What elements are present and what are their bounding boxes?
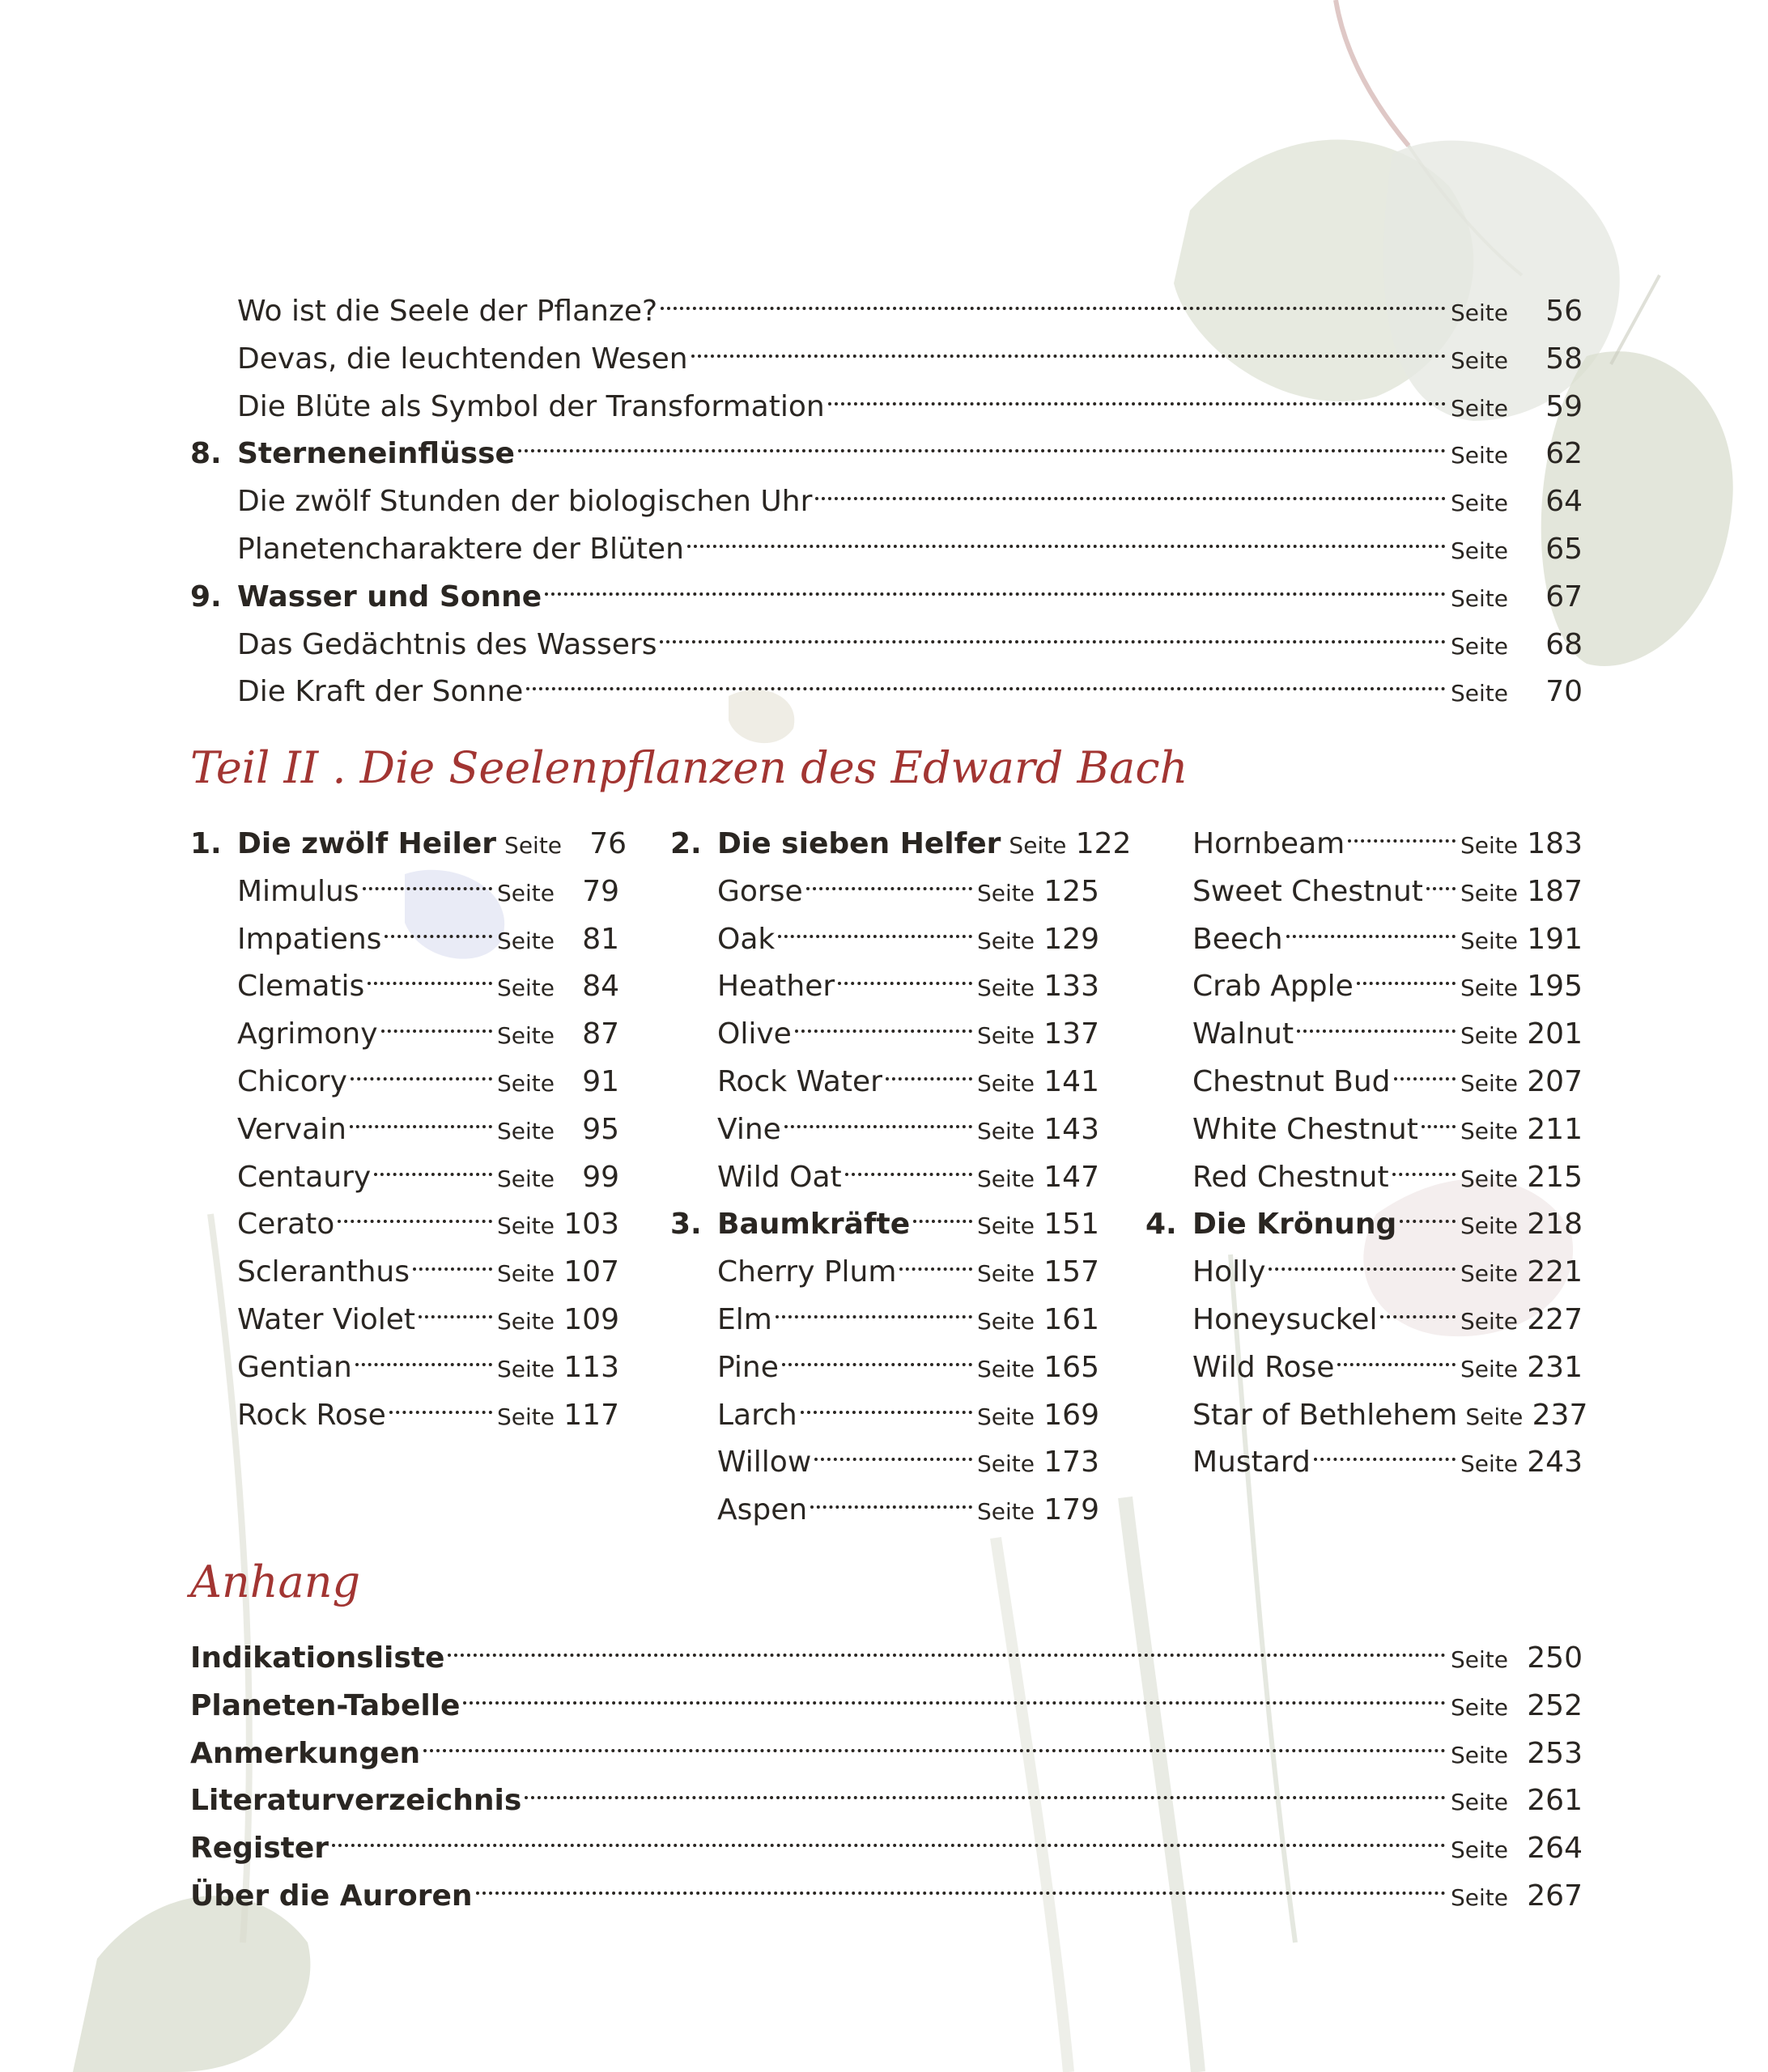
entry-title: Cherry Plum — [717, 1255, 897, 1289]
dot-leader — [1286, 905, 1456, 949]
seite-label: Seite — [497, 1212, 555, 1240]
entry-title: Aspen — [717, 1493, 808, 1527]
dot-leader — [338, 1190, 492, 1233]
toc-entry[interactable] — [670, 1333, 1099, 1384]
entry-title: Gentian — [237, 1350, 352, 1384]
toc-entry[interactable] — [190, 809, 627, 860]
toc-entry[interactable] — [190, 515, 1583, 566]
dot-leader — [332, 1814, 1446, 1858]
seite-label: Seite — [1460, 1165, 1518, 1192]
seite-label: Seite — [977, 927, 1035, 954]
page-number: 113 — [563, 1350, 619, 1384]
seite-label: Seite — [497, 1070, 555, 1097]
entry-title: Larch — [717, 1398, 797, 1432]
entry-title: Water Violet — [237, 1303, 415, 1336]
teil2-heading: Teil II . Die Seelenpflanzen des Edward Bach — [190, 742, 1188, 793]
page-number: 117 — [563, 1398, 619, 1432]
toc-entry[interactable] — [190, 1095, 619, 1146]
entry-title: Holly — [1192, 1255, 1266, 1289]
seite-label: Seite — [1460, 879, 1518, 906]
entry-title: Impatiens — [237, 922, 382, 956]
dot-leader — [776, 1285, 972, 1329]
seite-label: Seite — [1451, 1693, 1508, 1721]
dot-leader — [660, 610, 1446, 654]
seite-label: Seite — [1451, 632, 1508, 660]
toc-entry[interactable] — [1145, 952, 1583, 1004]
page-number: 211 — [1527, 1112, 1583, 1146]
page-number: 129 — [1043, 922, 1099, 956]
toc-entry[interactable] — [190, 563, 1583, 614]
dot-leader — [374, 1143, 492, 1187]
entry-number: 9. — [190, 580, 222, 614]
toc-entry[interactable] — [190, 372, 1583, 423]
toc-entry[interactable] — [190, 1671, 1583, 1722]
seite-label: Seite — [977, 1403, 1035, 1430]
page-number: 187 — [1527, 874, 1583, 908]
seite-label: Seite — [977, 1165, 1035, 1192]
entry-title: Chestnut Bud — [1192, 1065, 1391, 1098]
seite-label: Seite — [1460, 1070, 1518, 1097]
entry-title: Centaury — [237, 1160, 372, 1194]
dot-leader — [1314, 1428, 1456, 1471]
toc-entry[interactable] — [190, 1381, 619, 1432]
entry-title: Die sieben Helfer — [717, 827, 1001, 860]
toc-entry[interactable] — [1145, 1333, 1583, 1384]
seite-label: Seite — [1460, 1212, 1518, 1240]
toc-entry[interactable] — [670, 1475, 1099, 1527]
toc-entry[interactable] — [670, 1095, 1099, 1146]
page-number: 195 — [1527, 970, 1583, 1004]
seite-label: Seite — [1451, 1884, 1508, 1911]
page-number: 250 — [1527, 1641, 1583, 1675]
page-number: 157 — [1043, 1255, 1099, 1289]
toc-entry[interactable] — [190, 1047, 619, 1098]
seite-label: Seite — [977, 974, 1035, 1002]
entry-title: Olive — [717, 1017, 792, 1051]
page-number: 76 — [589, 827, 627, 860]
toc-entry[interactable] — [190, 1238, 619, 1289]
entry-title: Red Chestnut — [1192, 1160, 1389, 1194]
page-number: 143 — [1043, 1112, 1099, 1146]
page-number: 103 — [563, 1208, 619, 1242]
toc-entry[interactable] — [670, 1047, 1099, 1098]
seite-label: Seite — [1460, 1260, 1518, 1288]
entry-title: Wasser und Sonne — [237, 580, 542, 614]
entry-number: 8. — [190, 437, 222, 471]
seite-label: Seite — [497, 1117, 555, 1144]
page-number: 147 — [1043, 1160, 1099, 1194]
entry-title: Die Kraft der Sonne — [237, 675, 524, 709]
entry-title: Rock Water — [717, 1065, 882, 1098]
page-number: 179 — [1043, 1493, 1099, 1527]
page-number: 56 — [1545, 295, 1583, 328]
entry-title: Gorse — [717, 874, 803, 908]
dot-leader — [419, 1285, 492, 1329]
toc-entry[interactable] — [1145, 857, 1583, 908]
entry-title: White Chestnut — [1192, 1112, 1418, 1146]
toc-entry[interactable] — [670, 1428, 1099, 1480]
page-number: 252 — [1527, 1688, 1583, 1722]
dot-leader — [526, 657, 1446, 701]
page-number: 133 — [1043, 970, 1099, 1004]
dot-leader — [1426, 857, 1456, 901]
entry-title: Star of Bethlehem — [1192, 1398, 1458, 1432]
toc-entry[interactable] — [190, 1719, 1583, 1770]
page-number: 253 — [1527, 1736, 1583, 1770]
seite-label: Seite — [977, 1070, 1035, 1097]
entry-title: Vervain — [237, 1112, 346, 1146]
entry-title: Devas, die leuchtenden Wesen — [237, 342, 688, 376]
seite-label: Seite — [1460, 1022, 1518, 1050]
dot-leader — [1357, 952, 1456, 996]
page-number: 87 — [582, 1017, 619, 1051]
dot-leader — [389, 1381, 492, 1424]
page-number: 207 — [1527, 1065, 1583, 1098]
toc-entry[interactable] — [1145, 1095, 1583, 1146]
entry-title: Vine — [717, 1112, 781, 1146]
seite-label: Seite — [1460, 1308, 1518, 1335]
toc-entry[interactable] — [670, 857, 1099, 908]
dot-leader — [691, 325, 1446, 368]
seite-label: Seite — [1451, 442, 1508, 469]
page-number: 79 — [582, 874, 619, 908]
seite-label: Seite — [497, 1022, 555, 1050]
page-number: 221 — [1527, 1255, 1583, 1289]
page-number: 237 — [1532, 1398, 1588, 1432]
dot-leader — [810, 1475, 972, 1519]
dot-leader — [476, 1862, 1446, 1905]
page-number: 161 — [1043, 1303, 1099, 1336]
entry-title: Das Gedächtnis des Wassers — [237, 627, 657, 661]
seite-label: Seite — [497, 1355, 555, 1382]
dot-leader — [381, 1000, 493, 1043]
dot-leader — [1297, 1000, 1456, 1043]
page-number: 243 — [1527, 1446, 1583, 1480]
entry-title: Wo ist die Seele der Pflanze? — [237, 295, 658, 328]
entry-title: Honeysuckel — [1192, 1303, 1378, 1336]
toc-entry[interactable] — [190, 952, 619, 1004]
seite-label: Seite — [1460, 832, 1518, 859]
dot-leader — [1394, 1047, 1456, 1091]
page-number: 201 — [1527, 1017, 1583, 1051]
page-number: 137 — [1043, 1017, 1099, 1051]
dot-leader — [525, 1766, 1446, 1810]
dot-leader — [784, 1095, 972, 1139]
entry-title: Willow — [717, 1446, 812, 1480]
seite-label: Seite — [1451, 1741, 1508, 1768]
toc-entry[interactable] — [190, 325, 1583, 376]
dot-leader — [814, 1428, 972, 1471]
seite-label: Seite — [1451, 537, 1508, 564]
dot-leader — [1269, 1238, 1456, 1281]
entry-title: Planetencharaktere der Blüten — [237, 533, 684, 566]
entry-title: Walnut — [1192, 1017, 1294, 1051]
seite-label: Seite — [977, 879, 1035, 906]
page-number: 68 — [1545, 627, 1583, 661]
entry-title: Beech — [1192, 922, 1283, 956]
seite-label: Seite — [497, 927, 555, 954]
toc-entry[interactable] — [190, 857, 619, 908]
toc-entry[interactable] — [1145, 1143, 1583, 1194]
seite-label: Seite — [1451, 1836, 1508, 1864]
page-number: 227 — [1527, 1303, 1583, 1336]
page-number: 91 — [582, 1065, 619, 1098]
seite-label: Seite — [1451, 299, 1508, 326]
entry-title: Mustard — [1192, 1446, 1311, 1480]
toc-entry[interactable] — [190, 1190, 619, 1242]
dot-leader — [1337, 1333, 1456, 1377]
entry-title: Mimulus — [237, 874, 359, 908]
dot-leader — [795, 1000, 972, 1043]
dot-leader — [1392, 1143, 1456, 1187]
toc-entry[interactable] — [1145, 1190, 1583, 1242]
toc-entry[interactable] — [190, 1285, 619, 1336]
dot-leader — [913, 1190, 972, 1233]
page-number: 264 — [1527, 1832, 1583, 1866]
entry-title: Literaturverzeichnis — [190, 1784, 522, 1818]
dot-leader — [661, 277, 1446, 321]
page-number: 64 — [1545, 485, 1583, 519]
entry-title: Elm — [717, 1303, 772, 1336]
dot-leader — [448, 1624, 1446, 1667]
toc-entry[interactable] — [1145, 1285, 1583, 1336]
entry-title: Hornbeam — [1192, 827, 1345, 860]
seite-label: Seite — [1451, 1646, 1508, 1673]
page-number: 109 — [563, 1303, 619, 1336]
entry-title: Rock Rose — [237, 1398, 386, 1432]
toc-entry[interactable] — [670, 1285, 1099, 1336]
entry-title: Pine — [717, 1350, 779, 1384]
entry-title: Heather — [717, 970, 835, 1004]
toc-entry[interactable] — [190, 1862, 1583, 1913]
seite-label: Seite — [1451, 1789, 1508, 1816]
toc-entry[interactable] — [1145, 1238, 1583, 1289]
entry-title: Sweet Chestnut — [1192, 874, 1423, 908]
toc-entry[interactable] — [190, 1766, 1583, 1818]
entry-title: Cerato — [237, 1208, 335, 1242]
entry-title: Agrimony — [237, 1017, 378, 1051]
toc-entry[interactable] — [1145, 1428, 1583, 1480]
dot-leader — [1348, 809, 1456, 853]
dot-leader — [363, 857, 492, 901]
page-number: 65 — [1545, 533, 1583, 566]
toc-entry[interactable] — [670, 809, 1132, 860]
dot-leader — [801, 1381, 972, 1424]
entry-title: Die zwölf Stunden der biologischen Uhr — [237, 485, 813, 519]
toc-entry[interactable] — [190, 467, 1583, 519]
page-number: 125 — [1043, 874, 1099, 908]
page-number: 151 — [1043, 1208, 1099, 1242]
seite-label: Seite — [1451, 346, 1508, 374]
entry-title: Crab Apple — [1192, 970, 1354, 1004]
seite-label: Seite — [504, 832, 563, 859]
dot-leader — [806, 857, 972, 901]
seite-label: Seite — [977, 1212, 1035, 1240]
dot-leader — [518, 419, 1446, 463]
entry-number: 3. — [670, 1208, 702, 1242]
seite-label: Seite — [977, 1355, 1035, 1382]
seite-label: Seite — [497, 1308, 555, 1335]
dot-leader — [1380, 1285, 1456, 1329]
page-number: 95 — [582, 1112, 619, 1146]
page-number: 107 — [563, 1255, 619, 1289]
entry-title: Die Blüte als Symbol der Transformation — [237, 389, 825, 423]
toc-entry[interactable] — [190, 1333, 619, 1384]
page-number: 122 — [1075, 827, 1132, 860]
toc-entry[interactable] — [1145, 809, 1583, 860]
page-number: 183 — [1527, 827, 1583, 860]
dot-leader — [899, 1238, 972, 1281]
toc-entry[interactable] — [190, 1624, 1583, 1675]
seite-label: Seite — [1451, 680, 1508, 707]
dot-leader — [385, 905, 492, 949]
toc-entry[interactable] — [1145, 1381, 1588, 1432]
dot-leader — [782, 1333, 972, 1377]
seite-label: Seite — [1451, 584, 1508, 612]
entry-title: Die zwölf Heiler — [237, 827, 497, 860]
dot-leader — [828, 372, 1446, 416]
seite-label: Seite — [497, 974, 555, 1002]
seite-label: Seite — [977, 1498, 1035, 1526]
entry-number: 4. — [1145, 1208, 1177, 1242]
seite-label: Seite — [977, 1308, 1035, 1335]
entry-title: Sterneneinflüsse — [237, 437, 515, 471]
entry-title: Indikationsliste — [190, 1641, 445, 1675]
dot-leader — [351, 1047, 492, 1091]
page-number: 218 — [1527, 1208, 1583, 1242]
page-number: 267 — [1527, 1879, 1583, 1913]
page-number: 99 — [582, 1160, 619, 1194]
toc-entry[interactable] — [670, 1238, 1099, 1289]
seite-label: Seite — [1009, 832, 1067, 859]
seite-label: Seite — [977, 1022, 1035, 1050]
seite-label: Seite — [1451, 394, 1508, 422]
toc-entry[interactable] — [190, 277, 1583, 328]
entry-title: Baumkräfte — [717, 1208, 911, 1242]
anhang-heading: Anhang — [190, 1556, 361, 1607]
toc-entry[interactable] — [190, 905, 619, 956]
toc-entry[interactable] — [1145, 1047, 1583, 1098]
entry-title: Scleranthus — [237, 1255, 410, 1289]
dot-leader — [355, 1333, 492, 1377]
toc-entry[interactable] — [190, 419, 1583, 471]
entry-title: Register — [190, 1832, 329, 1866]
dot-leader — [815, 467, 1446, 511]
toc-entry[interactable] — [670, 1190, 1099, 1242]
dot-leader — [368, 952, 492, 996]
toc-entry[interactable] — [670, 1000, 1099, 1051]
page-number: 215 — [1527, 1160, 1583, 1194]
toc-entry[interactable] — [670, 1381, 1099, 1432]
page-number: 231 — [1527, 1350, 1583, 1384]
page-number: 141 — [1043, 1065, 1099, 1098]
entry-title: Anmerkungen — [190, 1736, 421, 1770]
page-number: 70 — [1545, 675, 1583, 709]
dot-leader — [413, 1238, 492, 1281]
page-number: 62 — [1545, 437, 1583, 471]
toc-entry[interactable] — [670, 1143, 1099, 1194]
dot-leader — [1422, 1095, 1456, 1139]
toc-entry[interactable] — [190, 1000, 619, 1051]
seite-label: Seite — [1460, 927, 1518, 954]
page-number: 191 — [1527, 922, 1583, 956]
dot-leader — [845, 1143, 972, 1187]
seite-label: Seite — [977, 1260, 1035, 1288]
dot-leader — [423, 1719, 1446, 1763]
toc-entry[interactable] — [190, 1814, 1583, 1866]
entry-title: Chicory — [237, 1065, 347, 1098]
dot-leader — [778, 905, 972, 949]
toc-entry[interactable] — [190, 1143, 619, 1194]
page-number: 165 — [1043, 1350, 1099, 1384]
seite-label: Seite — [1451, 490, 1508, 517]
page-number: 173 — [1043, 1446, 1099, 1480]
toc-entry[interactable] — [670, 952, 1099, 1004]
seite-label: Seite — [1460, 1450, 1518, 1478]
entry-number: 1. — [190, 827, 222, 860]
seite-label: Seite — [1460, 1355, 1518, 1382]
entry-title: Die Krönung — [1192, 1208, 1397, 1242]
toc-entry[interactable] — [1145, 905, 1583, 956]
page-number: 81 — [582, 922, 619, 956]
seite-label: Seite — [1460, 974, 1518, 1002]
entry-title: Planeten-Tabelle — [190, 1688, 461, 1722]
toc-entry[interactable] — [1145, 1000, 1583, 1051]
entry-title: Wild Rose — [1192, 1350, 1335, 1384]
seite-label: Seite — [1465, 1403, 1524, 1430]
seite-label: Seite — [497, 879, 555, 906]
dot-leader — [545, 563, 1446, 606]
dot-leader — [886, 1047, 972, 1091]
toc-entry[interactable] — [670, 905, 1099, 956]
seite-label: Seite — [497, 1403, 555, 1430]
page-number: 58 — [1545, 342, 1583, 376]
page-number: 169 — [1043, 1398, 1099, 1432]
page-number: 261 — [1527, 1784, 1583, 1818]
page-number: 67 — [1545, 580, 1583, 614]
entry-title: Oak — [717, 922, 776, 956]
seite-label: Seite — [1460, 1117, 1518, 1144]
seite-label: Seite — [977, 1117, 1035, 1144]
dot-leader — [463, 1671, 1446, 1715]
seite-label: Seite — [497, 1165, 555, 1192]
seite-label: Seite — [497, 1260, 555, 1288]
entry-title: Clematis — [237, 970, 365, 1004]
toc-entry[interactable] — [190, 657, 1583, 709]
seite-label: Seite — [977, 1450, 1035, 1478]
dot-leader — [838, 952, 972, 996]
dot-leader — [687, 515, 1446, 558]
page-number: 59 — [1545, 389, 1583, 423]
dot-leader — [350, 1095, 492, 1139]
entry-title: Wild Oat — [717, 1160, 842, 1194]
dot-leader — [1400, 1190, 1456, 1233]
toc-entry[interactable] — [190, 610, 1583, 661]
entry-title: Über die Auroren — [190, 1879, 473, 1913]
entry-number: 2. — [670, 827, 702, 860]
page-number: 84 — [582, 970, 619, 1004]
